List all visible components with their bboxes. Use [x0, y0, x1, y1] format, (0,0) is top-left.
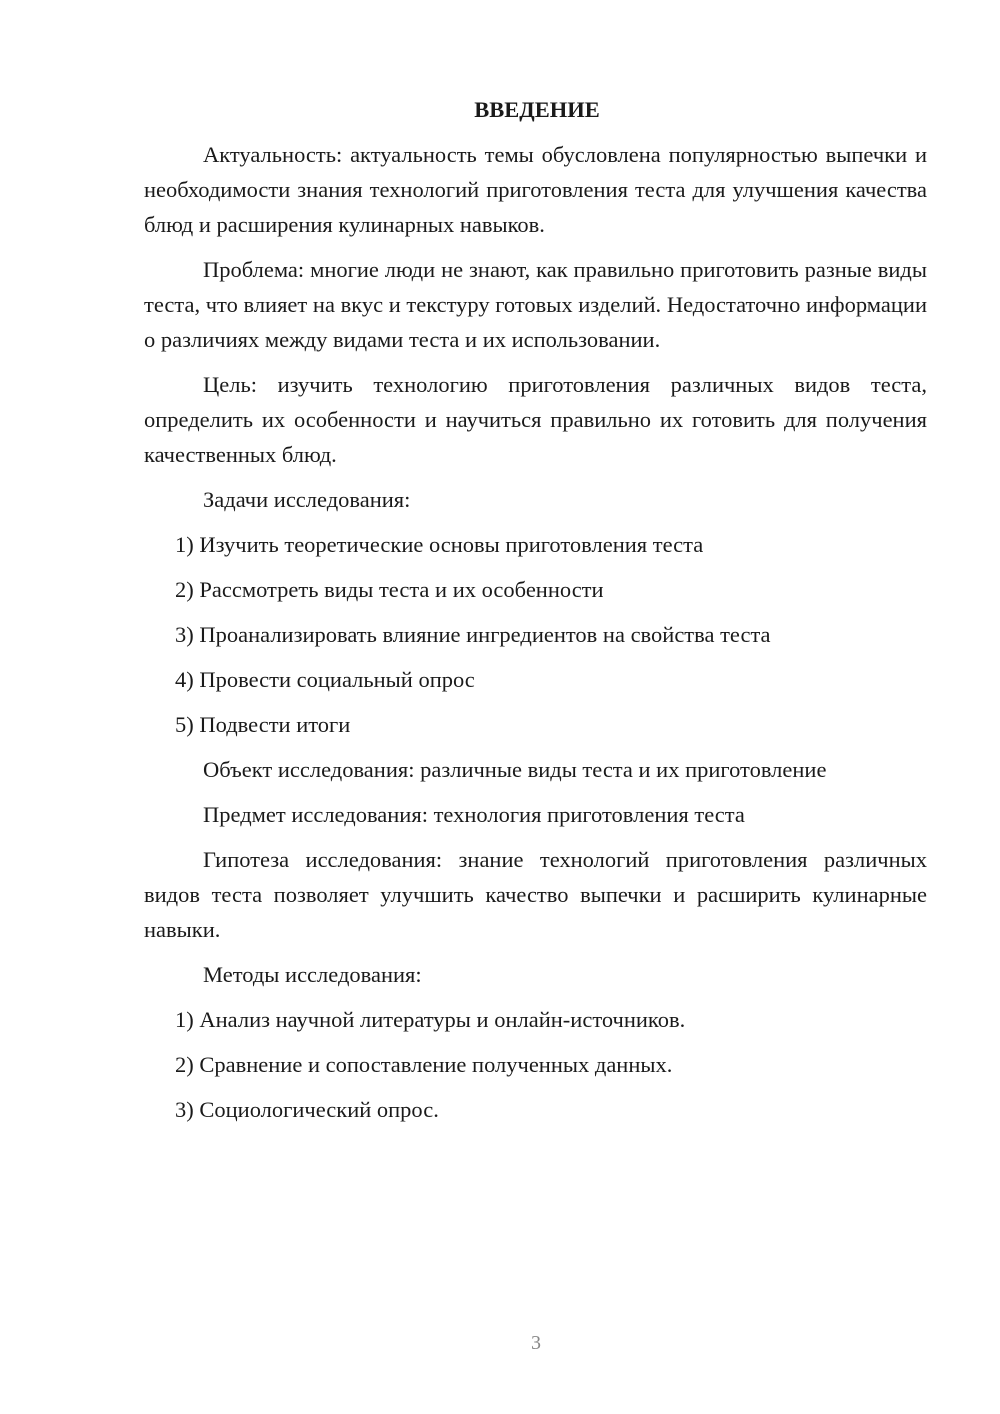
problem-paragraph: Проблема: многие люди не знают, как правильно приготовить разные виды теста, что влияет на вкус и текстуру готовых изделий. Недостаточно информации о различиях между видами теста и их использовании.	[144, 257, 927, 352]
task-item: 3) Проанализировать влияние ингредиентов на свойства теста	[175, 622, 771, 647]
research-object: Объект исследования: различные виды теста и их приготовление	[203, 757, 827, 782]
page-number: 3	[531, 1332, 541, 1354]
goal-paragraph: Цель: изучить технологию приготовления различных видов теста, определить их особенности и научиться правильно их готовить для получения качественных блюд.	[144, 372, 927, 467]
tasks-heading: Задачи исследования:	[203, 487, 411, 512]
research-subject: Предмет исследования: технология приготовления теста	[203, 802, 745, 827]
task-item: 2) Рассмотреть виды теста и их особенности	[175, 577, 604, 602]
methods-heading: Методы исследования:	[203, 962, 422, 987]
relevance-paragraph: Актуальность: актуальность темы обусловлена популярностью выпечки и необходимости знания технологий приготовления теста для улучшения качества блюд и расширения кулинарных навыков.	[144, 142, 927, 237]
method-item: 2) Сравнение и сопоставление полученных данных.	[175, 1052, 673, 1077]
method-item: 1) Анализ научной литературы и онлайн-источников.	[175, 1007, 686, 1032]
task-item: 5) Подвести итоги	[175, 712, 351, 737]
task-item: 4) Провести социальный опрос	[175, 667, 475, 692]
document-page	[144, 92, 927, 1137]
hypothesis-paragraph: Гипотеза исследования: знание технологий приготовления различных видов теста позволяет улучшить качество выпечки и расширить кулинарные навыки.	[144, 847, 927, 942]
method-item: 3) Социологический опрос.	[175, 1097, 439, 1122]
task-item: 1) Изучить теоретические основы приготовления теста	[175, 532, 704, 557]
section-title: ВВЕДЕНИЕ	[474, 97, 600, 122]
